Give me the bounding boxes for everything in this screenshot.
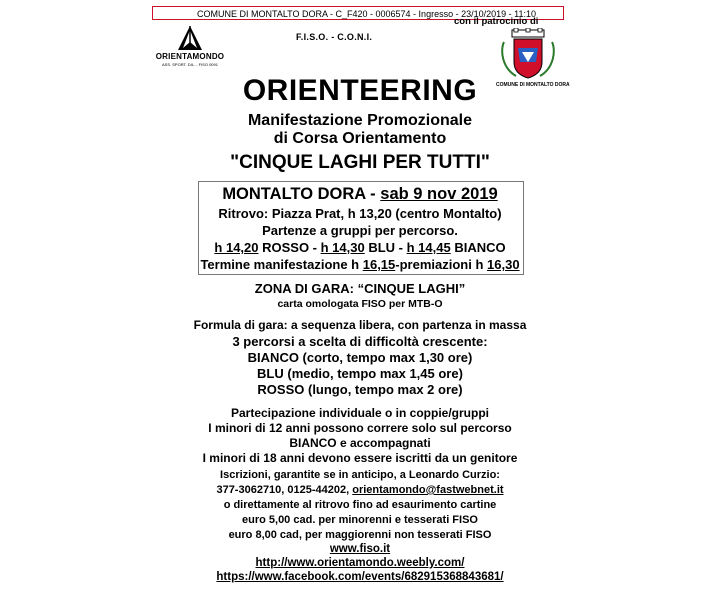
- map-note: carta omologata FISO per MTB-O: [277, 298, 443, 310]
- start-times: [0, 240, 720, 255]
- compass-icon: [150, 24, 230, 54]
- formula-line-2: 3 percorsi a scelta di difficoltà crescente:: [232, 334, 488, 349]
- participation-line-1: Partecipazione individuale o in coppie/gruppi: [230, 406, 490, 420]
- course-blue: BLU -: [364, 240, 407, 255]
- registration-phones: 377-3062710, 0125-44202,: [216, 484, 353, 496]
- subtitle-line-2: di Corsa Orientamento: [273, 130, 447, 147]
- registration-line-1: Iscrizioni, garantite se in anticipo, a Leonardo Curzio:: [220, 469, 500, 481]
- start-time-white: h 14,45: [406, 240, 451, 255]
- event-name: "CINQUE LAGHI PER TUTTI": [230, 152, 490, 173]
- end-time: 16,15: [362, 257, 396, 272]
- course-red-desc: ROSSO (lungo, tempo max 2 ore): [257, 382, 463, 397]
- registration-line-3: o direttamente al ritrovo fino ad esaurimento cartine: [223, 499, 497, 511]
- start-time-red: h 14,20: [214, 240, 259, 255]
- participation-line-3: BIANCO e accompagnati: [289, 436, 431, 450]
- crest-caption: COMUNE DI MONTALTO DORA: [496, 82, 570, 88]
- end-label: Termine manifestazione h: [200, 257, 363, 272]
- awards-label: -premiazioni h: [395, 257, 488, 272]
- formula-line-1: Formula di gara: a sequenza libera, con partenza in massa: [193, 318, 527, 332]
- page-title: ORIENTEERING: [242, 74, 478, 107]
- event-place-date: [0, 185, 720, 204]
- protocol-stamp: COMUNE DI MONTALTO DORA - C_F420 - 0006574 - Ingresso - 23/10/2019 - 11:10: [152, 6, 564, 20]
- registration-contacts: [0, 484, 720, 496]
- fiso-coni: F.I.S.O. - C.O.N.I.: [296, 32, 373, 42]
- course-red: ROSSO -: [258, 240, 321, 255]
- participation-line-2: I minori di 12 anni possono correre solo sul percorso: [208, 421, 512, 435]
- start-time-blue: h 14,30: [320, 240, 365, 255]
- course-white: BIANCO: [450, 240, 506, 255]
- fiso-link[interactable]: www.fiso.it: [329, 543, 391, 555]
- weebly-link-row: [0, 557, 720, 569]
- awards-time: 16,30: [487, 257, 520, 272]
- patronage-label: con il patrocinio di: [454, 16, 539, 27]
- participation-line-4: I minori di 18 anni devono essere iscritti da un genitore: [202, 451, 518, 465]
- orientamondo-logo-text: ORIENTAMONDO: [155, 52, 225, 61]
- orientamondo-logo-subtext: ASS. SPORT. DIL. - FISO 0091: [162, 62, 218, 67]
- facebook-link-row: [0, 571, 720, 583]
- subtitle-line-1: Manifestazione Promozionale: [247, 112, 473, 129]
- weebly-link[interactable]: http://www.orientamondo.weebly.com/: [255, 557, 465, 569]
- fee-minors: euro 5,00 cad. per minorenni e tesserati FISO: [242, 514, 478, 526]
- fee-adults: euro 8,00 cad, per maggiorenni non tesserati FISO: [228, 529, 492, 541]
- course-blue-desc: BLU (medio, tempo max 1,45 ore): [257, 366, 463, 381]
- fiso-link-row: [0, 543, 720, 555]
- event-end: [0, 257, 720, 272]
- orientamondo-logo: [150, 24, 230, 70]
- facebook-link[interactable]: https://www.facebook.com/events/682915368843681/: [216, 571, 504, 583]
- registration-email-link[interactable]: orientamondo@fastwebnet.it: [352, 484, 504, 496]
- meeting-point: Ritrovo: Piazza Prat, h 13,20 (centro Montalto): [218, 206, 502, 221]
- course-white-desc: BIANCO (corto, tempo max 1,30 ore): [247, 350, 473, 365]
- event-date: sab 9 nov 2019: [380, 185, 498, 203]
- event-place: MONTALTO DORA -: [222, 185, 381, 203]
- group-starts: Partenze a gruppi per percorso.: [262, 223, 458, 238]
- race-zone: ZONA DI GARA: “CINQUE LAGHI”: [254, 281, 466, 296]
